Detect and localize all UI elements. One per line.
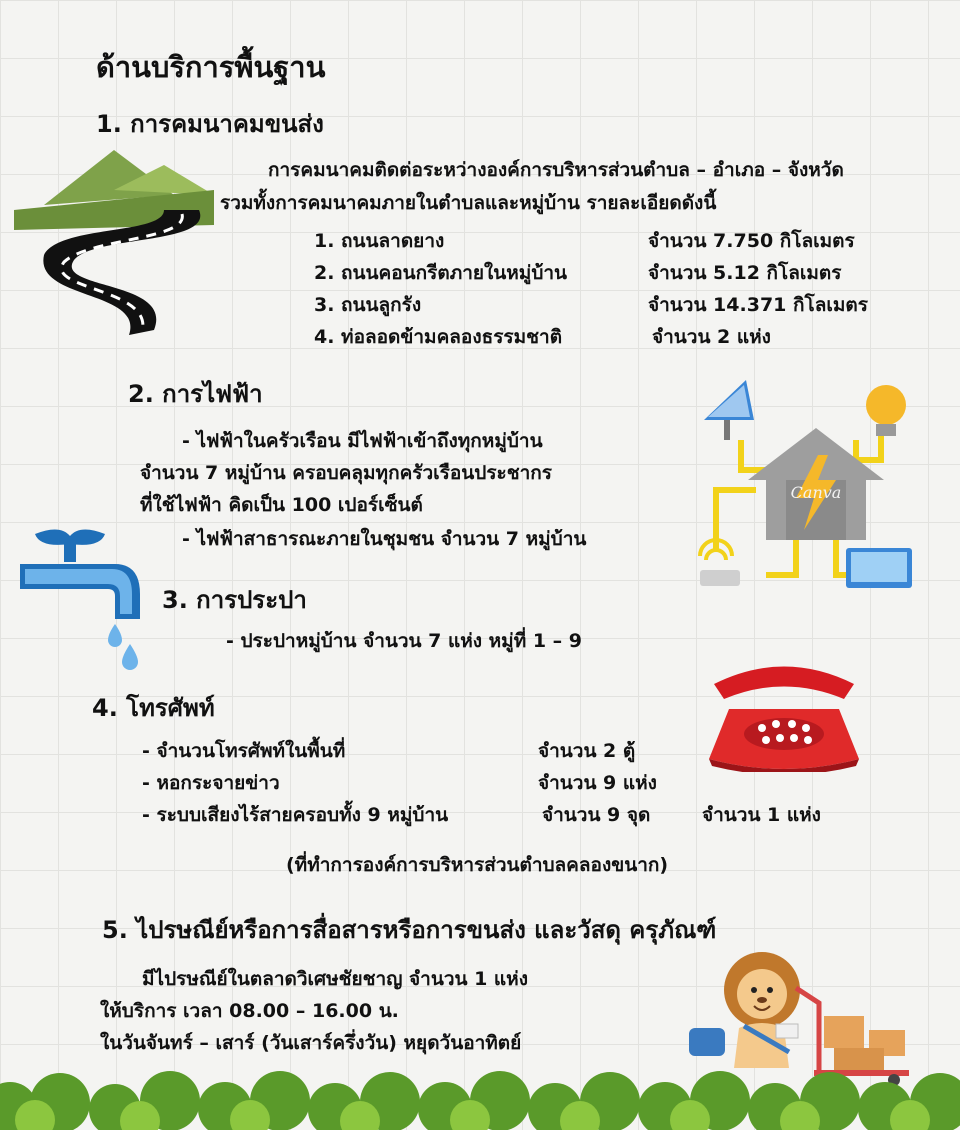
canva-watermark: Canva xyxy=(790,483,842,502)
post-line2: ให้บริการ เวลา 08.00 – 16.00 น. xyxy=(100,1000,399,1022)
transport-item-value: จำนวน 14.371 กิโลเมตร xyxy=(648,294,868,316)
electricity-line3: ที่ใช้ไฟฟ้า คิดเป็น 100 เปอร์เซ็นต์ xyxy=(140,494,423,516)
transport-item-name: 1. ถนนลาดยาง xyxy=(314,230,445,252)
telephone-row-extra: จำนวน 1 แห่ง xyxy=(702,804,821,826)
electricity-line1: - ไฟฟ้าในครัวเรือน มีไฟฟ้าเข้าถึงทุกหมู่บ้าน xyxy=(182,430,543,452)
transport-item-value: จำนวน 7.750 กิโลเมตร xyxy=(648,230,855,252)
electricity-line4: - ไฟฟ้าสาธารณะภายในชุมชน จำนวน 7 หมู่บ้าน xyxy=(182,528,587,550)
telephone-icon xyxy=(704,654,864,772)
transport-item-value: จำนวน 2 แห่ง xyxy=(652,326,771,348)
transport-intro-line1: การคมนาคมติดต่อระหว่างองค์การบริหารส่วนตำบล – อำเภอ – จังหวัด xyxy=(268,159,844,181)
post-heading: 5. ไปรษณีย์หรือการสื่อสารหรือการขนส่ง และวัสดุ ครุภัณฑ์ xyxy=(102,916,717,944)
telephone-row-name: - จำนวนโทรศัพท์ในพื้นที่ xyxy=(142,740,346,762)
telephone-row-name: - ระบบเสียงไร้สายครอบทั้ง 9 หมู่บ้าน xyxy=(142,804,449,826)
telephone-row-value: จำนวน 2 ตู้ xyxy=(538,740,636,762)
transport-item-name: 3. ถนนลูกรัง xyxy=(314,294,422,316)
transport-intro-line2: รวมทั้งการคมนาคมภายในตำบลและหมู่บ้าน รายละเอียดดังนี้ xyxy=(220,192,717,214)
telephone-note: (ที่ทำการองค์การบริหารส่วนตำบลคลองขนาก) xyxy=(286,854,669,876)
page-title: ด้านบริการพื้นฐาน xyxy=(96,50,326,84)
telephone-row-value: จำนวน 9 แห่ง xyxy=(538,772,657,794)
bushes-decoration xyxy=(0,1065,960,1130)
transport-item-name: 4. ท่อลอดข้ามคลองธรรมชาติ xyxy=(314,326,563,348)
transport-item-value: จำนวน 5.12 กิโลเมตร xyxy=(648,262,842,284)
faucet-icon xyxy=(20,524,150,674)
road-icon xyxy=(14,150,214,340)
telephone-row-name: - หอกระจายข่าว xyxy=(142,772,280,794)
water-heading: 3. การประปา xyxy=(162,586,307,614)
telephone-row-value: จำนวน 9 จุด xyxy=(542,804,651,826)
post-line3: ในวันจันทร์ – เสาร์ (วันเสาร์ครึ่งวัน) หยุดวันอาทิตย์ xyxy=(100,1032,522,1054)
transport-item-name: 2. ถนนคอนกรีตภายในหมู่บ้าน xyxy=(314,262,568,284)
telephone-heading: 4. โทรศัพท์ xyxy=(92,694,215,722)
water-line1: - ประปาหมู่บ้าน จำนวน 7 แห่ง หมู่ที่ 1 – 9 xyxy=(226,630,582,652)
electricity-line2: จำนวน 7 หมู่บ้าน ครอบคลุมทุกครัวเรือนประชากร xyxy=(140,462,552,484)
electricity-heading: 2. การไฟฟ้า xyxy=(128,380,263,408)
smart-home-icon xyxy=(696,380,916,600)
transport-heading: 1. การคมนาคมขนส่ง xyxy=(96,110,324,138)
post-line1: มีไปรษณีย์ในตลาดวิเศษชัยชาญ จำนวน 1 แห่ง xyxy=(142,968,528,990)
